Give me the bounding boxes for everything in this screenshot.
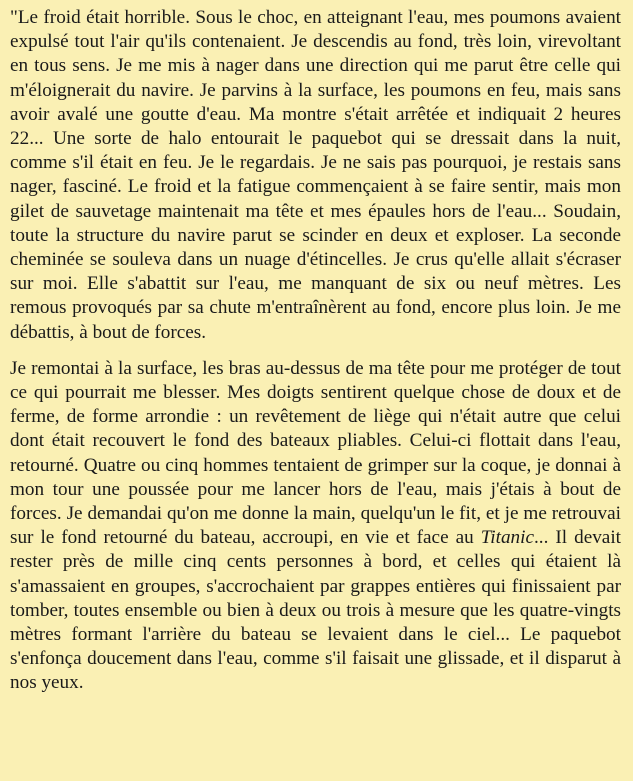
paragraph-2-text-start: Je remontai à la surface, les bras au-dessus de ma tête pour me protéger de tout ce qui pourrait me blesser. Mes doigts sentirent quelque chose de doux et de ferme, de forme arrondie : un revêtement de liège qui n'était autre que celui dont était recouvert le fond des bateaux pliables. Celui-ci flottait dans l'eau, retourné. Quatre ou cinq hommes tentaient de grimper sur la coque, je donnai à mon tour une poussée pour me lancer hors de l'eau, mais j'étais à bout de forces. Je demandai qu'on me donne la main, quelqu'un le fit, et je me retrouvai sur le fond retourné du bateau, accroupi, en vie et face au	[10, 357, 621, 549]
ship-name-italic: Titanic	[480, 527, 534, 549]
paragraph-2	[10, 357, 621, 696]
paragraph-2-text-end: ... Il devait rester près de mille cinq cents personnes à bord, et celles qui étaient là s'amassaient en groupes, s'accrochaient par grappes entières qui finissaient par tomber, toutes ensemble ou bien à deux ou trois à mesure que les quatre-vingts mètres formant l'arrière du bateau se levaient dans le ciel... Le paquebot s'enfonça doucement dans l'eau, comme s'il faisait une glissade, et il disparut à nos yeux.	[10, 527, 621, 694]
paragraph-1: "Le froid était horrible. Sous le choc, en atteignant l'eau, mes poumons avaient expulsé tout l'air qu'ils contenaient. Je descendis au fond, très loin, virevoltant en tous sens. Je me mis à nager dans une direction qui me parut être celle qui m'éloignerait du navire. Je parvins à la surface, les poumons en feu, mais sans avoir avalé une goutte d'eau. Ma montre s'était arrêtée et indiquait 2 heures 22... Une sorte de halo entourait le paquebot qui se dressait dans la nuit, comme s'il était en feu. Je le regardais. Je ne sais pas pourquoi, je restais sans nager, fasciné. Le froid et la fatigue commençaient à se faire sentir, mais mon gilet de sauvetage maintenait ma tête et mes épaules hors de l'eau... Soudain, toute la structure du navire parut se scinder en deux et exploser. La seconde cheminée se souleva dans un nuage d'étincelles. Je crus qu'elle allait s'écraser sur moi. Elle s'abattit sur l'eau, me manquant de six ou neuf mètres. Les remous provoqués par sa chute m'entraînèrent au fond, encore plus loin. Je me débattis, à bout de forces.	[10, 7, 621, 343]
